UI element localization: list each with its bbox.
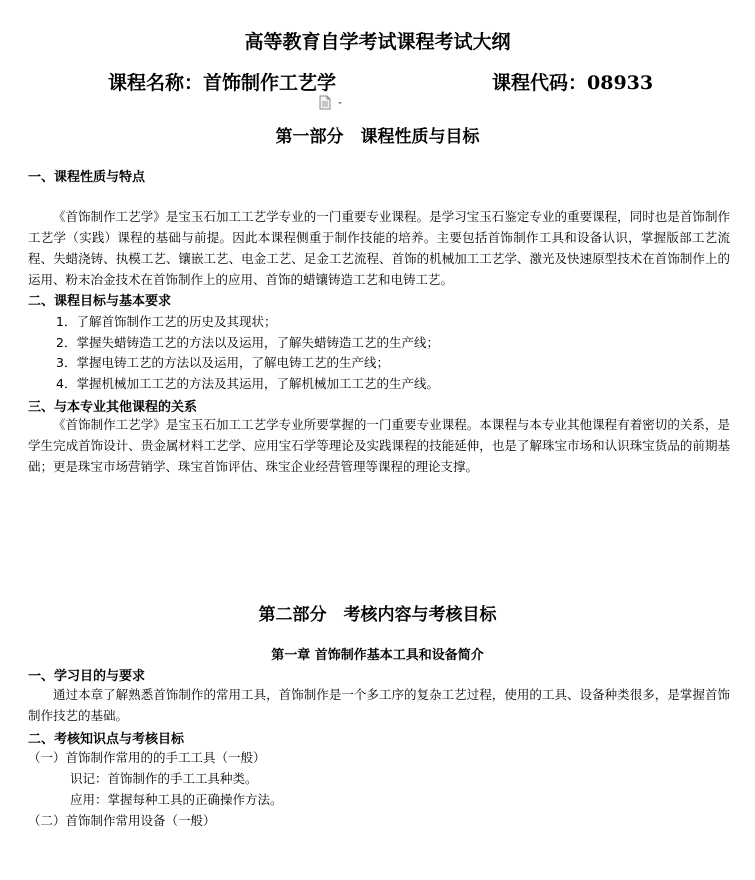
knowledge-item-1: （一）首饰制作常用的的手工工具（一般） <box>28 750 266 765</box>
knowledge-item-1-apply: 应用：掌握每种工具的正确操作方法。 <box>70 792 283 807</box>
goal-item-2: 2．掌握失蜡铸造工艺的方法以及运用，了解失蜡铸造工艺的生产线； <box>56 335 439 350</box>
course-name: 课程名称：首饰制作工艺学 <box>108 72 337 94</box>
document-title: 高等教育自学考试课程考试大纲 <box>244 31 511 53</box>
part1-section1-heading: 一、课程性质与特点 <box>28 170 146 185</box>
course-code: 课程代码：08933 <box>492 72 654 94</box>
knowledge-item-2: （二）首饰制作常用设备（一般） <box>28 813 216 828</box>
chapter1-heading: 第一章 首饰制作基本工具和设备简介 <box>271 648 484 663</box>
knowledge-item-1-recall: 识记：首饰制作的手工工具种类。 <box>70 771 258 786</box>
goal-item-1: 1．了解首饰制作工艺的历史及其现状； <box>56 314 277 329</box>
part1-section3-heading: 三、与本专业其他课程的关系 <box>28 400 198 415</box>
paste-options-icon[interactable] <box>318 95 346 111</box>
part1-section3-paragraph: 《首饰制作工艺学》是宝玉石加工工艺学专业所要掌握的一门重要专业课程。本课程与本专业其他课程有着密切的关系，是学生完成首饰设计、贵金属材料工艺学、应用宝石学等理论及实践课程的技能延伸，也是了解珠宝市场和认识珠宝货品的前期基础；更是珠宝市场营销学、珠宝首饰评估、珠宝企业经营管理等课程的理论支撑。 <box>28 417 730 474</box>
part2-heading: 第二部分 考核内容与考核目标 <box>258 605 497 625</box>
goal-item-4: 4．掌握机械加工工艺的方法及其运用，了解机械加工工艺的生产线。 <box>56 376 439 391</box>
part2-section1-heading: 一、学习目的与要求 <box>28 669 146 684</box>
part2-section2-heading: 二、考核知识点与考核目标 <box>28 732 185 747</box>
part1-heading: 第一部分 课程性质与目标 <box>275 127 480 147</box>
part2-section1-paragraph: 通过本章了解熟悉首饰制作的常用工具，首饰制作是一个多工序的复杂工艺过程，使用的工具、设备种类很多，是掌握首饰制作技艺的基础。 <box>28 687 730 723</box>
goal-item-3: 3．掌握电铸工艺的方法以及运用，了解电铸工艺的生产线； <box>56 355 389 370</box>
part1-section1-paragraph: 《首饰制作工艺学》是宝玉石加工工艺学专业的一门重要专业课程。是学习宝玉石鉴定专业的重要课程，同时也是首饰制作工艺学（实践）课程的基础与前提。因此本课程侧重于制作技能的培养。主要包括首饰制作工具和设备认识，掌握版部工艺流程、失蜡浇铸、执模工艺、镶嵌工艺、电金工艺、足金工艺流程、首饰的机械加工工艺学、激光及快速原型技术在首饰制作上的运用、粉末冶金技术在首饰制作上的应用、首饰的蜡镶铸造工艺和电铸工艺。 <box>28 209 730 287</box>
part1-section2-heading: 二、课程目标与基本要求 <box>28 294 172 309</box>
